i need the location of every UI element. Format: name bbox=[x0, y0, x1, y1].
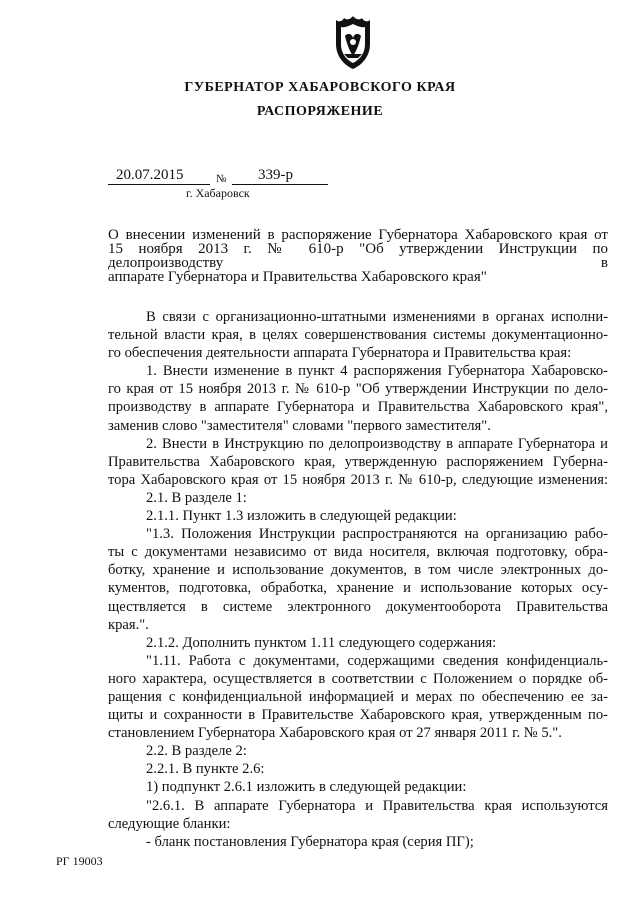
subject-line: аппарате Губернатора и Правительства Хабаровского края" bbox=[108, 269, 487, 285]
body-line: 2.1.1. Пункт 1.3 изложить в следующей редакции: bbox=[146, 508, 457, 525]
document-type: РАСПОРЯЖЕНИЕ bbox=[256, 104, 384, 119]
body-line: тельной власти края, в целях совершенствования системы документационно- bbox=[108, 327, 608, 344]
document-subject bbox=[108, 228, 608, 284]
issuing-authority: ГУБЕРНАТОР ХАБАРОВСКОГО КРАЯ bbox=[184, 80, 456, 95]
body-line: становлением Губернатора Хабаровского края от 27 января 2011 г. № 5.". bbox=[108, 725, 562, 742]
body-line: производству в аппарате Губернатора и Правительства Хабаровского края", bbox=[108, 399, 608, 416]
coat-of-arms-icon bbox=[330, 14, 376, 70]
body-line: кументов, подготовка, обработка, хранение и использование которых осу- bbox=[108, 580, 608, 597]
body-line: 1) подпункт 2.6.1 изложить в следующей редакции: bbox=[146, 779, 467, 796]
body-line: го края от 15 ноября 2013 г. № 610-р "Об утверждении Инструкции по дело- bbox=[108, 381, 608, 398]
body-line: В связи с организационно-штатными изменениями в органах исполни- bbox=[146, 309, 608, 325]
body-line: Правительства Хабаровского края, утвержденную распоряжением Губерна- bbox=[108, 453, 608, 470]
body-line: - бланк постановления Губернатора края (серия ПГ); bbox=[146, 833, 474, 850]
body-line: 2.1.2. Дополнить пунктом 1.11 следующего содержания: bbox=[146, 634, 497, 651]
body-line: щиты и сохранности в Правительстве Хабаровского края, утвержденным по- bbox=[108, 707, 608, 724]
document-code: РГ 19003 bbox=[56, 854, 103, 868]
body-line: ществляется в системе электронного документооборота Правительства bbox=[108, 598, 608, 615]
body-line: 2.2. В разделе 2: bbox=[146, 743, 247, 760]
body-line: 1. Внести изменение в пункт 4 распоряжения Губернатора Хабаровско- bbox=[146, 363, 608, 380]
document-body bbox=[108, 308, 608, 851]
body-line: ного характера, осуществляется в соответствии с Положением о порядке об- bbox=[108, 670, 608, 687]
body-line: тора Хабаровского края от 15 ноября 2013 г. № 610-р, следующие изменения: bbox=[108, 471, 608, 488]
body-line: 2. Внести в Инструкцию по делопроизводству в аппарате Губернатора и bbox=[146, 435, 608, 452]
body-line: 2.1. В разделе 1: bbox=[146, 489, 247, 506]
document-number: 339-р bbox=[232, 166, 328, 185]
body-line: края.". bbox=[108, 616, 149, 633]
body-line: ботку, хранение и использование документов, в том числе электронных до- bbox=[108, 562, 608, 579]
body-line: ты с документами независимо от вида носителя, включая подготовку, обра- bbox=[108, 544, 608, 561]
body-line: "1.3. Положения Инструкции распространяются на организацию рабо- bbox=[146, 526, 608, 543]
body-line: "2.6.1. В аппарате Губернатора и Правительства края используются bbox=[146, 797, 608, 814]
body-line: следующие бланки: bbox=[108, 815, 231, 832]
number-sign: № bbox=[216, 173, 227, 185]
body-line: 2.2.1. В пункте 2.6: bbox=[146, 761, 265, 778]
document-date: 20.07.2015 bbox=[108, 166, 210, 185]
body-line: заменив слово "заместителя" словами "первого заместителя". bbox=[108, 417, 491, 434]
body-line: "1.11. Работа с документами, содержащими сведения конфиденциаль- bbox=[146, 652, 608, 669]
body-line: ращения с конфиденциальной информацией и мерах по обеспечению ее за- bbox=[108, 688, 608, 705]
subject-line: 15 ноября 2013 г. № 610-р "Об утверждении Инструкции по делопроизводству в bbox=[108, 241, 608, 271]
body-line: го обеспечения деятельности аппарата Губернатора и Правительства края: bbox=[108, 345, 572, 362]
subject-line: О внесении изменений в распоряжение Губернатора Хабаровского края от bbox=[108, 227, 608, 243]
document-city: г. Хабаровск bbox=[186, 186, 250, 200]
